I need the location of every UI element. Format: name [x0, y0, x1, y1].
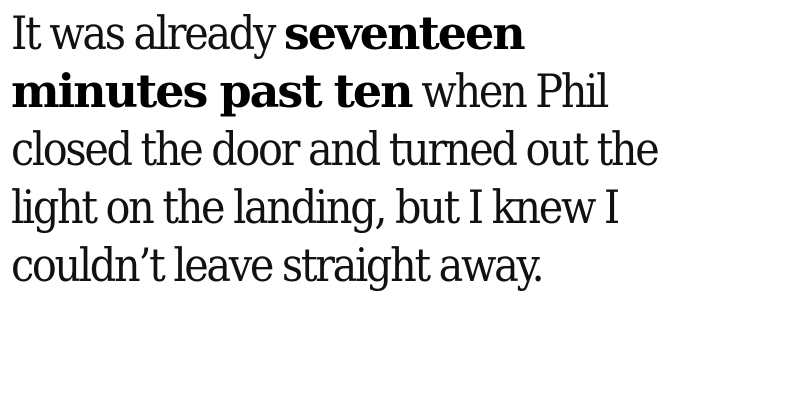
line1-regular-text: It was already	[11, 6, 284, 60]
line2-bold-text: minutes past ten	[11, 64, 412, 118]
passage-line-3: closed the door and turned out the	[11, 122, 658, 176]
line2-regular-text: when Phil	[411, 64, 608, 118]
passage-line-4: light on the landing, but I knew I	[11, 180, 618, 234]
line1-bold-text: seventeen	[283, 6, 524, 60]
text-passage	[11, 4, 796, 294]
passage-line-2	[11, 62, 796, 120]
passage-line-1	[11, 4, 796, 62]
passage-line-5: couldn’t leave straight away.	[11, 238, 543, 292]
